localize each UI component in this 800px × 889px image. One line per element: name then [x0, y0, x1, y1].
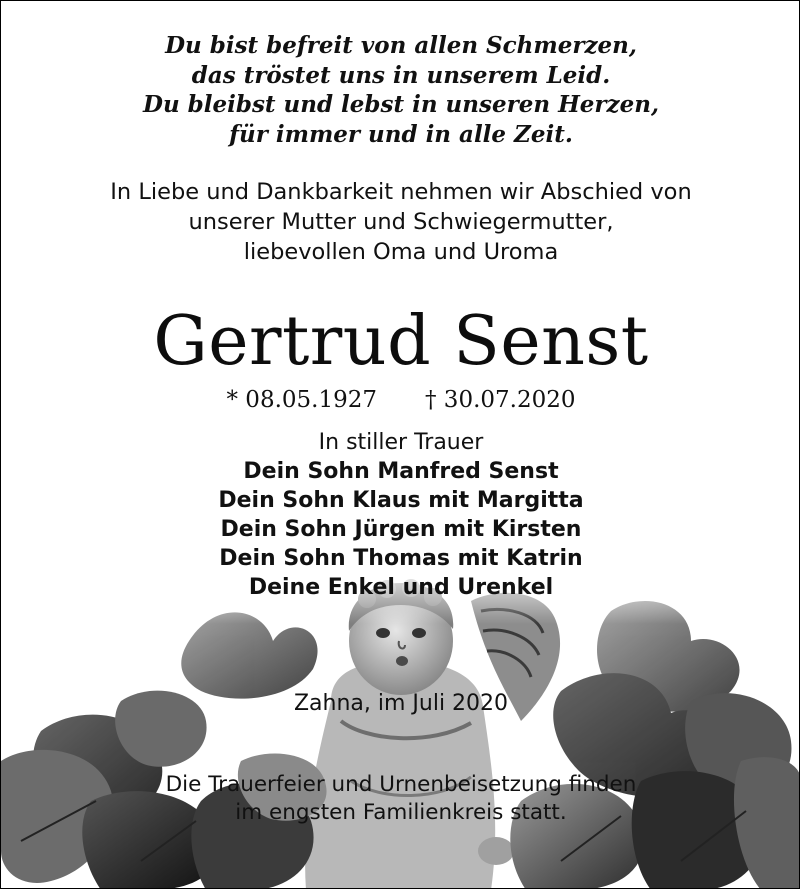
intro-line: In Liebe und Dankbarkeit nehmen wir Abschied von: [110, 179, 692, 205]
poem-line: Du bist befreit von allen Schmerzen,: [165, 32, 637, 59]
poem-line: Du bleibst und lebst in unseren Herzen,: [143, 91, 659, 118]
death-date: † 30.07.2020: [425, 387, 576, 413]
mourner: Dein Sohn Thomas mit Katrin: [219, 546, 583, 571]
intro-line: liebevollen Oma und Uroma: [243, 239, 559, 265]
poem-line: für immer und in alle Zeit.: [229, 120, 573, 148]
note-line: Die Trauerfeier und Urnenbeisetzung finden: [165, 772, 637, 797]
note-line: im engsten Familienkreis statt.: [235, 800, 567, 825]
deceased-name: Gertrud Senst: [153, 302, 649, 381]
birth-date: * 08.05.1927: [226, 387, 377, 413]
mourner: Deine Enkel und Urenkel: [248, 575, 554, 600]
life-dates: [1, 384, 800, 416]
mourner: Dein Sohn Jürgen mit Kirsten: [220, 517, 582, 542]
mourner: Dein Sohn Klaus mit Margitta: [218, 488, 584, 513]
poem-line: das tröstet uns in unserem Leid.: [191, 61, 611, 89]
mourner: Dein Sohn Manfred Senst: [243, 459, 559, 484]
place-date: Zahna, im Juli 2020: [293, 691, 509, 716]
mourning-lead: In stiller Trauer: [318, 430, 484, 455]
mourners-list: [1, 428, 800, 602]
funeral-note: [1, 771, 800, 827]
poem: [1, 31, 800, 149]
intro-line: unserer Mutter und Schwiegermutter,: [188, 209, 614, 235]
farewell-intro: [1, 177, 800, 267]
